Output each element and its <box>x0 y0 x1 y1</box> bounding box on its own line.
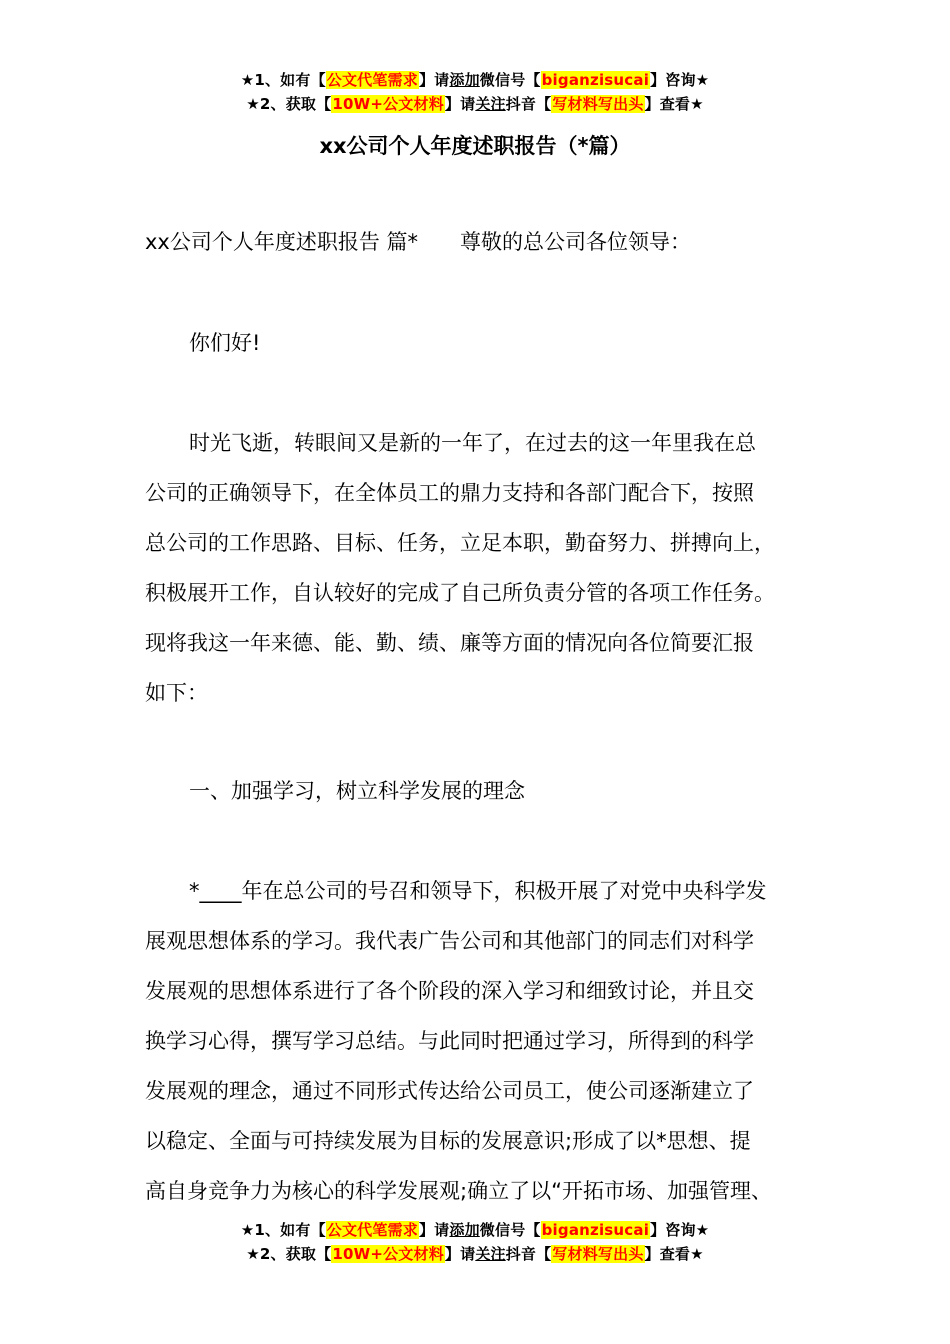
text-line: 高自身竞争力为核心的科学发展观;确立了以“开拓市场、加强管理、 <box>145 1179 772 1203</box>
banner-text: 微信号【 <box>479 1221 541 1239</box>
text-line: 展观思想体系的学习。我代表广告公司和其他部门的同志们对科学 <box>145 929 754 953</box>
banner-text: 】请 <box>444 1245 476 1263</box>
document-title: xx公司个人年度述职报告（*篇） <box>319 134 631 158</box>
banner-underline: 关注 <box>475 95 506 113</box>
banner-text: 】请 <box>444 95 476 113</box>
text-line: 换学习心得，撰写学习总结。与此同时把通过学习，所得到的科学 <box>145 1029 754 1053</box>
text-line: *____年在总公司的号召和领导下，积极开展了对党中央科学发 <box>189 879 767 903</box>
banner-line-2 <box>0 1242 950 1266</box>
greeting-line: 你们好! <box>189 331 261 355</box>
banner-text: 微信号【 <box>479 71 541 89</box>
banner-text: ★2、获取【 <box>246 1245 332 1263</box>
banner-text: ★1、如有【 <box>240 1221 326 1239</box>
footer-banner <box>0 1218 950 1266</box>
banner-highlight: 写材料写出头 <box>552 95 644 113</box>
banner-line-1 <box>0 68 950 92</box>
banner-highlight: 公文代笔需求 <box>326 1221 418 1239</box>
banner-highlight: biganzisucai <box>541 71 650 89</box>
banner-underline: 添加 <box>449 1221 480 1239</box>
text-line: 积极展开工作，自认较好的完成了自己所负责分管的各项工作任务。 <box>145 581 775 605</box>
banner-underline: 关注 <box>475 1245 506 1263</box>
banner-text: 抖音【 <box>505 95 552 113</box>
banner-text: 】咨询★ <box>650 71 710 89</box>
text-line: 发展观的思想体系进行了各个阶段的深入学习和细致讨论，并且交 <box>145 979 754 1003</box>
banner-highlight: biganzisucai <box>541 1221 650 1239</box>
text-line: 现将我这一年来德、能、勤、绩、廉等方面的情况向各位简要汇报 <box>145 631 754 655</box>
banner-text: 抖音【 <box>505 1245 552 1263</box>
banner-underline: 添加 <box>449 71 480 89</box>
banner-highlight: 公文代笔需求 <box>326 71 418 89</box>
text-line: 以稳定、全面与可持续发展为目标的发展意识;形成了以*思想、提 <box>145 1129 751 1153</box>
banner-text: 】请 <box>418 1221 450 1239</box>
intro-paragraph <box>145 418 845 718</box>
text-line: 发展观的理念，通过不同形式传达给公司员工，使公司逐渐建立了 <box>145 1079 754 1103</box>
banner-highlight: 10W+公文材料 <box>332 1245 444 1263</box>
text-line: 总公司的工作思路、目标、任务，立足本职，勤奋努力、拼搏向上， <box>145 531 775 555</box>
banner-line-2 <box>0 92 950 116</box>
banner-highlight: 10W+公文材料 <box>332 95 444 113</box>
text-line: 如下： <box>145 681 208 705</box>
section-paragraph <box>145 866 845 1216</box>
banner-text: ★1、如有【 <box>240 71 326 89</box>
salutation-line: xx公司个人年度述职报告 篇* 尊敬的总公司各位领导： <box>145 230 692 254</box>
banner-highlight: 写材料写出头 <box>552 1245 644 1263</box>
header-banner <box>0 68 950 116</box>
banner-text: 】查看★ <box>644 1245 704 1263</box>
banner-line-1 <box>0 1218 950 1242</box>
banner-text: 】咨询★ <box>650 1221 710 1239</box>
banner-text: ★2、获取【 <box>246 95 332 113</box>
text-line: 公司的正确领导下，在全体员工的鼎力支持和各部门配合下，按照 <box>145 481 754 505</box>
text-line: 时光飞逝，转眼间又是新的一年了，在过去的这一年里我在总 <box>189 431 756 455</box>
banner-text: 】查看★ <box>644 95 704 113</box>
banner-text: 】请 <box>418 71 450 89</box>
section-heading: 一、加强学习，树立科学发展的理念 <box>189 779 525 803</box>
